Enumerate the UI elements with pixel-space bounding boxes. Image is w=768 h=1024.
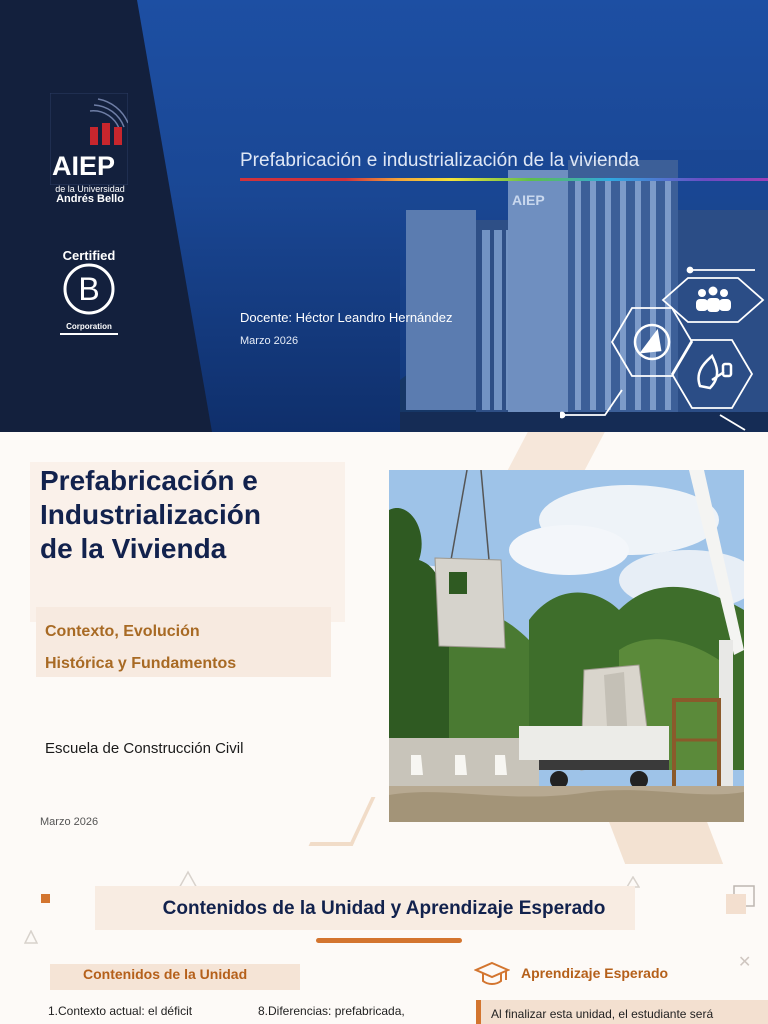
slide1-title: Prefabricación e industrialización de la vivienda: [240, 150, 640, 171]
hexagon-icons-cluster: [560, 260, 768, 432]
construction-crane-photo: [389, 470, 744, 822]
contenidos-heading: Contenidos de la Unidad: [83, 966, 248, 982]
contents-slide: [0, 864, 768, 1024]
compass-icon: [635, 325, 669, 359]
bcorp-certified-label: Certified: [62, 248, 116, 263]
decorative-chevron: [309, 797, 376, 846]
bcorp-underline: [60, 333, 118, 335]
dark-side-band: [0, 0, 212, 432]
slide2-date: Marzo 2026: [40, 816, 99, 828]
title-line: Industrialización: [40, 499, 261, 530]
docente-label: Docente: Héctor Leandro Hernández: [240, 310, 453, 325]
decorative-triangle-icon: [24, 930, 38, 944]
aiep-logo-subtitle: [50, 184, 130, 204]
title-underline-bar: [316, 938, 462, 943]
subtitle-line: Histórica y Fundamentos: [45, 655, 237, 672]
aprendizaje-heading: Aprendizaje Esperado: [521, 965, 669, 981]
title-line: Prefabricación e: [40, 465, 258, 496]
bcorp-b-icon: [58, 263, 120, 315]
bcorp-badge: [58, 248, 120, 342]
svg-text:AIEP: AIEP: [512, 192, 545, 208]
eco-plug-icon: [699, 356, 731, 388]
subtitle-line: Contexto, Evolución: [45, 623, 200, 640]
rainbow-divider: [240, 178, 768, 181]
slide2-title: [40, 464, 340, 566]
people-icon: [696, 287, 731, 313]
svg-text:AIEP: AIEP: [52, 151, 116, 181]
aprendizaje-text: Al finalizar esta unidad, el estudiante será: [491, 1007, 714, 1021]
title-slide: [0, 0, 768, 432]
bcorp-corporation-label: Corporation: [66, 322, 112, 331]
slide2-subtitle: [45, 616, 315, 680]
aiep-logo: [50, 93, 128, 185]
school-name: Escuela de Construcción Civil: [45, 740, 244, 757]
slide3-title: Contenidos de la Unidad y Aprendizaje Esperado: [162, 898, 606, 919]
logo-sub-line1: de la Universidad: [55, 184, 125, 194]
title-line: de la Vivienda: [40, 533, 227, 564]
svg-text:B: B: [78, 271, 100, 307]
slide1-date: Marzo 2026: [240, 335, 299, 347]
content-item: 8.Diferencias: prefabricada,: [258, 1004, 405, 1018]
graduation-cap-icon: [474, 960, 510, 988]
logo-sub-line2: Andrés Bello: [56, 193, 124, 205]
content-item: 1.Contexto actual: el déficit: [48, 1004, 193, 1018]
cover-slide: [0, 432, 768, 864]
close-x-icon: ✕: [738, 954, 752, 971]
